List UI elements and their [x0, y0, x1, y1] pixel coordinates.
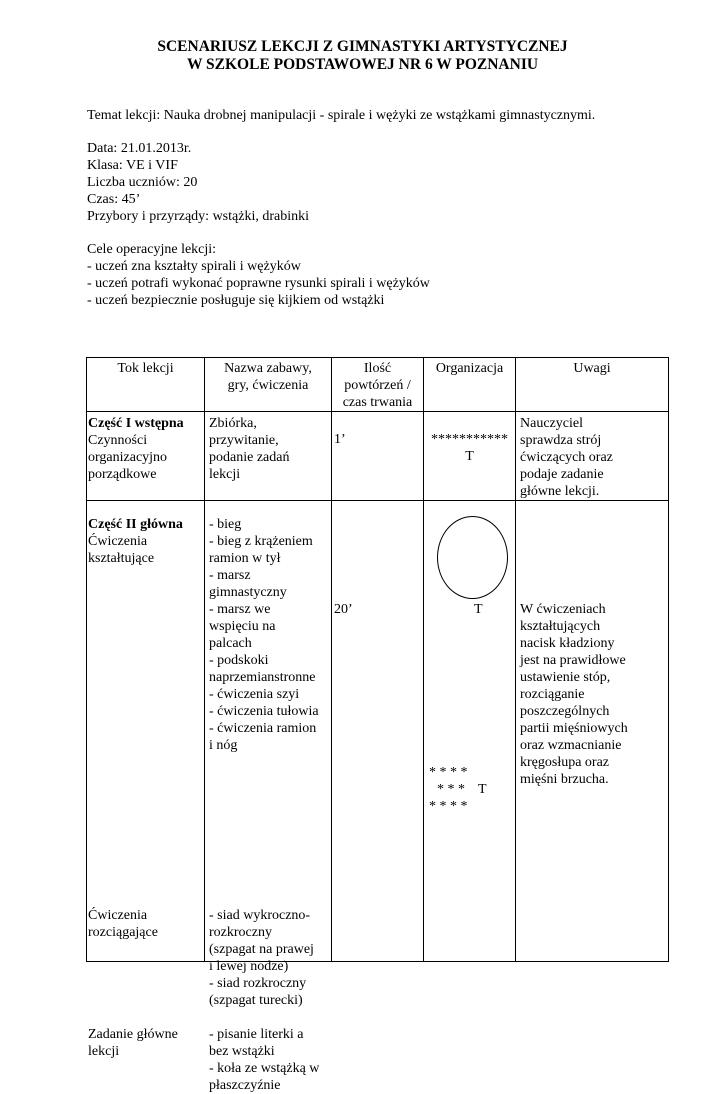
table-header-row: [87, 358, 669, 412]
part2-org-stars: * * * *: [429, 799, 468, 814]
part2-org-stars: * * *: [437, 782, 465, 797]
lesson-date: Data: 21.01.2013r.: [87, 141, 192, 156]
part2-org-stars: * * * *: [429, 765, 468, 780]
part2-exercises: - pisanie literki a bez wstążki - koła ze wstążką w płaszczyźnie: [209, 1027, 320, 1093]
part2-duration: 20’: [334, 602, 353, 617]
part1-org-t: T: [465, 449, 474, 464]
part2-exercises: - siad wykroczno- rozkroczny (szpagat na prawej i lewej nodze) - siad rozkroczny (szpagat turecki): [209, 908, 314, 1008]
goal-item: - uczeń zna kształty spirali i wężyków: [87, 259, 301, 274]
part2-notes: W ćwiczeniach kształtujących nacisk kładziony jest na prawidłowe ustawienie stóp, rozciąganie poszczególnych partii mięśniowych oraz wzmacnianie kręgosłupa oraz mięśni brzucha.: [520, 602, 628, 787]
header-exercise: Nazwa zabawy, gry, ćwiczenia: [205, 358, 332, 412]
table-row: [87, 412, 669, 501]
document-title-line2: W SZKOLE PODSTAWOWEJ NR 6 W POZNANIU: [186, 56, 539, 73]
part2-org-stars-t: T: [478, 782, 487, 797]
header-notes: Uwagi: [516, 358, 669, 412]
part2-phase: Część II główna: [88, 517, 183, 532]
table-row: [87, 501, 669, 962]
lesson-equipment: Przybory i przyrządy: wstążki, drabinki: [87, 209, 309, 224]
lesson-students: Liczba uczniów: 20: [87, 175, 198, 190]
lesson-topic: Temat lekcji: Nauka drobnej manipulacji - spirale i wężyki ze wstążkami gimnastycznymi.: [87, 108, 596, 123]
header-organization: Organizacja: [424, 358, 516, 412]
part2-section-label: Zadanie główne lekcji: [88, 1027, 178, 1059]
part1-phase: Część I wstępna: [88, 416, 184, 431]
part2-section-label: Ćwiczenia kształtujące: [88, 534, 155, 566]
part1-exercise: Zbiórka, przywitanie, podanie zadań lekcji: [205, 412, 332, 501]
part2-exercises: - bieg - bieg z krążeniem ramion w tył - marsz gimnastyczny - marsz we wspięciu na palcach - podskoki naprzemianstronne - ćwiczenia szyi - ćwiczenia tułowia - ćwiczenia ramion i nóg: [209, 517, 319, 753]
part2-section-label: Ćwiczenia rozciągające: [88, 908, 158, 940]
part2-notes-cell: [516, 501, 669, 962]
goals-heading: Cele operacyjne lekcji:: [87, 242, 217, 257]
part1-phase-cell: [87, 412, 205, 501]
part1-phase-desc: Czynności organizacyjno porządkowe: [88, 433, 168, 482]
goal-item: - uczeń bezpiecznie posługuje się kijkiem od wstążki: [87, 293, 385, 308]
document-title-line1: SCENARIUSZ LEKCJI Z GIMNASTYKI ARTYSTYCZNEJ: [157, 38, 568, 55]
part2-organization-cell: [424, 501, 516, 962]
part1-notes: Nauczyciel sprawdza strój ćwiczących oraz podaje zadanie główne lekcji.: [516, 412, 669, 501]
formation-circle: [437, 516, 508, 599]
part2-phase-cell: [87, 501, 205, 1059]
part1-org-row: ***********: [431, 432, 508, 447]
header-phase: Tok lekcji: [87, 358, 205, 412]
lesson-class: Klasa: VE i VIF: [87, 158, 178, 173]
part1-organization-cell: [424, 412, 516, 501]
part2-org-circle-t: T: [474, 602, 483, 617]
lesson-table: [86, 357, 669, 1093]
part2-duration-cell: [332, 501, 424, 962]
goal-item: - uczeń potrafi wykonać poprawne rysunki spirali i wężyków: [87, 276, 430, 291]
header-duration: Ilość powtórzeń / czas trwania: [332, 358, 424, 412]
lesson-time: Czas: 45’: [87, 192, 141, 207]
part1-duration: 1’: [332, 412, 424, 501]
part2-exercise-cell: [205, 501, 332, 1093]
